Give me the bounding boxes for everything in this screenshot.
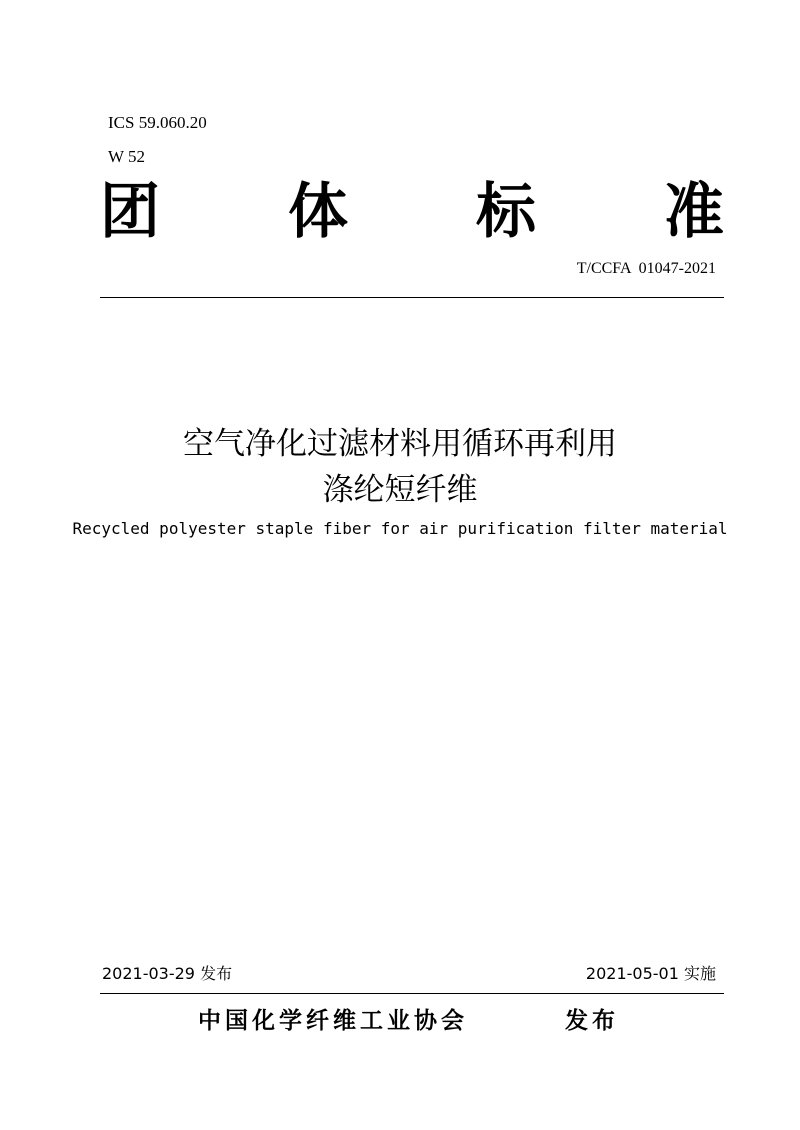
footer-divider	[100, 993, 724, 994]
title-english: Recycled polyester staple fiber for air purification filter material	[72, 519, 728, 538]
document-type-char: 体	[288, 177, 348, 247]
document-type-char: 准	[664, 177, 724, 247]
document-type-char: 团	[100, 177, 160, 247]
implementation-date: 2021-05-01 实施	[585, 964, 716, 983]
document-type-title	[100, 176, 724, 248]
header-divider	[100, 297, 724, 298]
standard-number: T/CCFA 01047-2021	[576, 260, 716, 277]
ics-code: ICS 59.060.20	[108, 113, 207, 132]
title-chinese-line-1: 空气净化过滤材料用循环再利用	[183, 426, 617, 462]
title-chinese-line-2: 涤纶短纤维	[322, 472, 478, 508]
document-type-char: 标	[476, 177, 536, 247]
ccs-code: W 52	[108, 147, 145, 166]
publish-date: 2021-03-29 发布	[102, 964, 233, 983]
publisher-name: 中国化学纤维工业协会	[198, 1007, 468, 1034]
publish-label: 发布	[565, 1007, 619, 1034]
